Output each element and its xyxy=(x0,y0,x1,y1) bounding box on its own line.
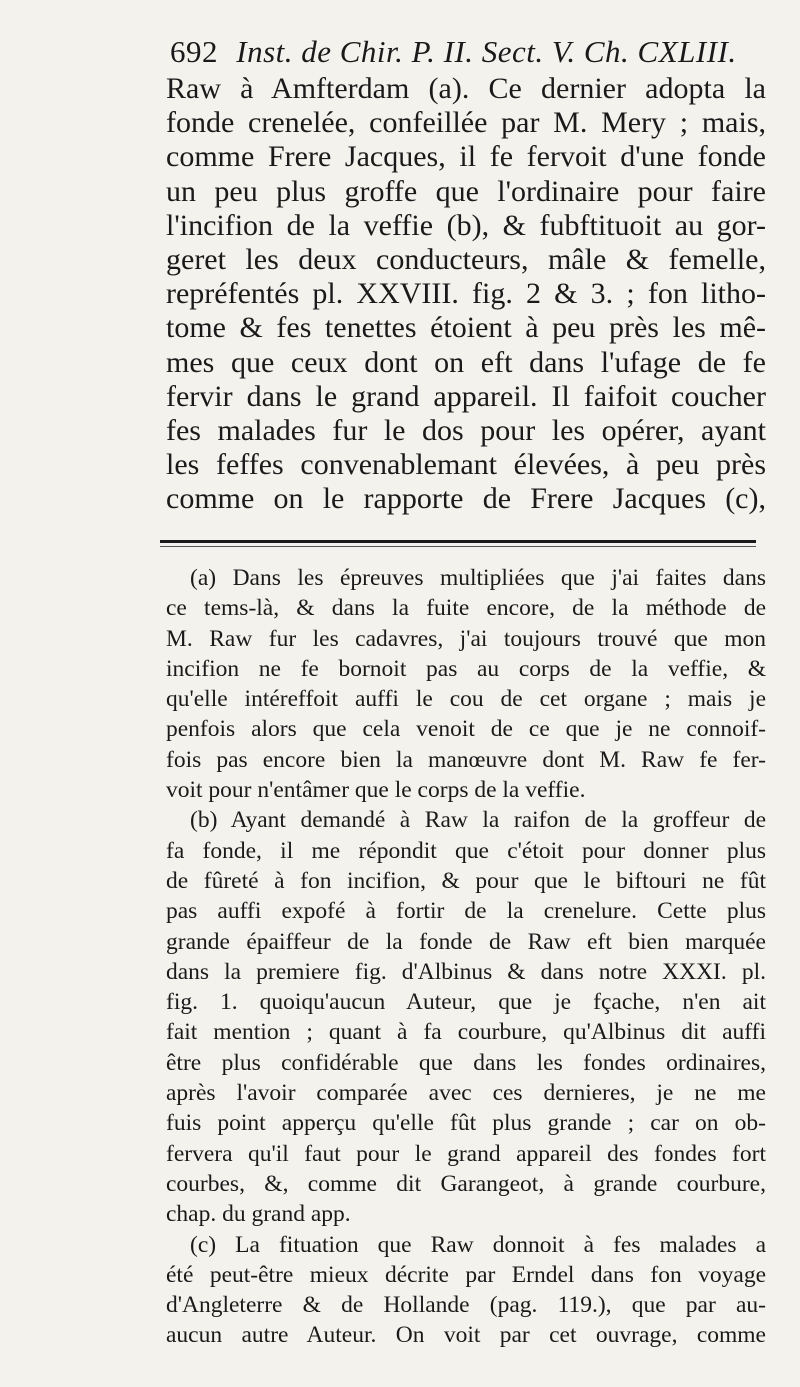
note-c-line: (c) La fituation que Raw donnoit à fes malades a xyxy=(190,1231,766,1258)
running-header xyxy=(170,34,737,70)
note-a-line: (a) Dans les épreuves multipliées que j'ai faites dans xyxy=(190,565,766,591)
main-line: repréfentés pl. XXVIII. fig. 2 & 3. ; fon litho- xyxy=(166,277,766,311)
note-b-line: de fûreté à fon incifion, & pour que le biftouri ne fût xyxy=(166,867,766,894)
main-line: l'incifion de la veffie (b), & fubftituoit au gor- xyxy=(166,208,766,242)
note-c-line: été peut-être mieux décrite par Erndel dans fon voyage xyxy=(166,1261,766,1288)
main-line: fes malades fur le dos pour les opérer, ayant xyxy=(166,414,766,448)
note-b-line: pas auffi expofé à fortir de la crenelure. Cette plus xyxy=(166,898,766,925)
note-b-line: grande épaiffeur de la fonde de Raw eft bien marquée xyxy=(166,928,766,955)
main-line: les feffes convenablemant élevées, à peu près xyxy=(166,448,766,482)
main-line: geret les deux conducteurs, mâle & femelle, xyxy=(166,243,766,277)
note-b-line: fig. 1. quoiqu'aucun Auteur, que je fçache, n'en ait xyxy=(166,989,766,1016)
note-b-line: fervera qu'il faut pour le grand appareil des fondes fort xyxy=(166,1140,766,1167)
note-a-line: fois pas encore bien la manœuvre dont M. Raw fe fer- xyxy=(166,746,766,773)
main-line: fervir dans le grand appareil. Il faifoit coucher xyxy=(166,379,766,413)
note-b-line: courbes, &, comme dit Garangeot, à grande courbure, xyxy=(166,1170,766,1197)
note-b-line: après l'avoir comparée avec ces dernieres, je ne me xyxy=(166,1080,766,1107)
note-b-line: (b) Ayant demandé à Raw la raifon de la groffeur de xyxy=(190,807,766,834)
note-b-line: être plus confidérable que dans les fondes ordinaires, xyxy=(166,1049,766,1076)
note-a-line: ce tems-là, & dans la fuite encore, de la méthode de xyxy=(166,595,766,622)
footnotes xyxy=(166,563,766,1351)
main-line: mes que ceux dont on eft dans l'ufage de fe xyxy=(166,345,766,379)
main-line: comme Frere Jacques, il fe fervoit d'une fonde xyxy=(166,140,766,174)
running-title: Inst. de Chir. P. II. Sect. V. Ch. CXLIII. xyxy=(236,34,737,69)
main-line: tome & fes tenettes étoient à peu près les mê- xyxy=(166,311,766,345)
main-text xyxy=(166,72,766,517)
note-b-line: fait mention ; quant à fa courbure, qu'Albinus dit auffi xyxy=(166,1019,766,1046)
note-a-line: voit pour n'entâmer que le corps de la veffie. xyxy=(166,777,586,804)
note-b-line: fa fonde, il me répondit que c'étoit pour donner plus xyxy=(166,837,766,864)
note-b-line: dans la premiere fig. d'Albinus & dans notre XXXI. pl. xyxy=(166,958,766,985)
page-number: 692 xyxy=(170,34,218,69)
note-c-line: aucun autre Auteur. On voit par cet ouvrage, comme xyxy=(166,1322,766,1349)
main-line: un peu plus groffe que l'ordinaire pour faire xyxy=(166,174,766,208)
main-line: fonde crenelée, confeillée par M. Mery ; mais, xyxy=(166,106,766,140)
footnote-divider xyxy=(160,540,756,543)
note-b-line: fuis point apperçu qu'elle fût plus grande ; car on ob- xyxy=(166,1110,766,1137)
note-b-line: chap. du grand app. xyxy=(166,1201,351,1228)
note-a-line: incifion ne fe bornoit pas au corps de la veffie, & xyxy=(166,655,766,682)
note-c-line: d'Angleterre & de Hollande (pag. 119.), que par au- xyxy=(166,1292,766,1319)
note-a-line: qu'elle intéreffoit auffi le cou de cet organe ; mais je xyxy=(166,686,766,713)
main-line: Raw à Amfterdam (a). Ce dernier adopta la xyxy=(166,72,766,105)
footnote-divider-thin xyxy=(160,546,756,547)
main-line: comme on le rapporte de Frere Jacques (c), xyxy=(166,482,766,516)
note-a-line: penfois alors que cela venoit de ce que je ne connoif- xyxy=(166,716,766,743)
note-a-line: M. Raw fur les cadavres, j'ai toujours trouvé que mon xyxy=(166,625,766,652)
